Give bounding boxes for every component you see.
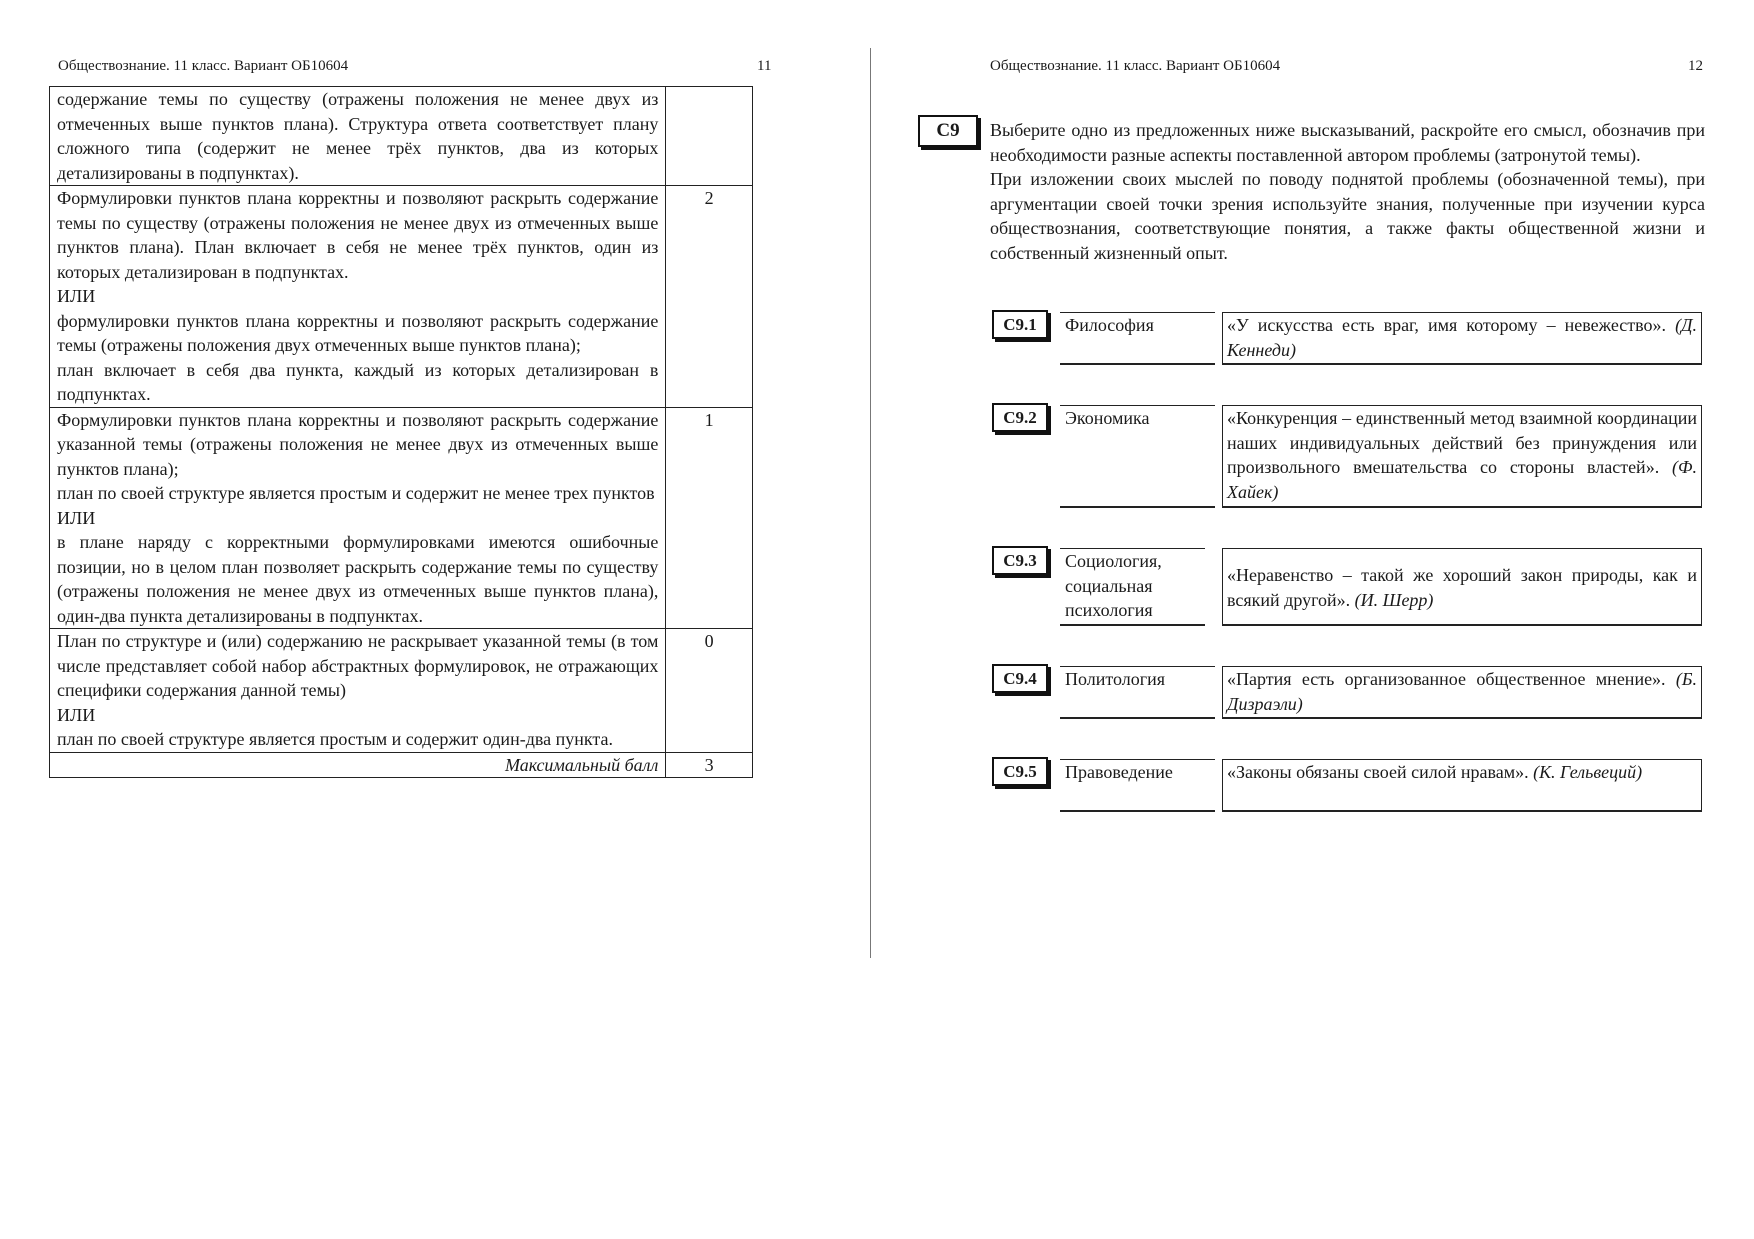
option-topic: Социология, социальная психология <box>1060 548 1205 626</box>
criteria-points: 0 <box>666 629 753 753</box>
task-code-box: С9 <box>918 115 978 147</box>
criteria-text: Формулировки пунктов плана корректны и позволяют раскрыть содержание указанной темы (отражены положения не менее двух из отмеченных выше пунктов плана); <box>57 409 659 479</box>
quote-text: «Законы обязаны своей силой нравам». <box>1227 762 1529 782</box>
criteria-text: план по своей структуре является простым и содержит не менее трех пунктов <box>57 483 655 503</box>
option-code: С9.2 <box>992 403 1048 432</box>
option-code: С9.5 <box>992 757 1048 786</box>
criteria-description <box>50 407 666 629</box>
criteria-text: в плане наряду с корректными формулировками имеются ошибочные позиции, но в целом план позволяет раскрыть содержание темы по существу (отражены положения не менее двух из отмеченных выше пунктов плана), один-два пункта детализированы в подпунктах. <box>57 532 659 626</box>
quote-text: «Партия есть организованное общественное мнение». <box>1227 669 1666 689</box>
criteria-text: План по структуре и (или) содержанию не раскрывает указанной темы (в том числе представляет собой набор абстрактных формулировок, не отражающих специфики содержания данной темы) <box>57 631 659 700</box>
quote-author: (Б. Дизраэли) <box>1227 669 1697 714</box>
criteria-description <box>50 186 666 408</box>
instruction-paragraph: При изложении своих мыслей по поводу поднятой проблемы (обозначенной темы), при аргументации своей точки зрения используйте знания, полученные при изучении курса обществознания, соответствующие понятия, а также факты общественной жизни и собственный жизненный опыт. <box>990 169 1705 263</box>
right-page-header: Обществознание. 11 класс. Вариант ОБ10604 <box>990 58 1281 74</box>
essay-option <box>990 664 1703 722</box>
max-score-row <box>50 752 753 778</box>
max-score-value: 3 <box>666 752 753 778</box>
criteria-or: ИЛИ <box>57 704 96 725</box>
right-page-number: 12 <box>1688 58 1703 74</box>
criteria-row <box>50 629 753 753</box>
essay-option <box>990 310 1703 368</box>
criteria-points <box>666 87 753 186</box>
quote-author: (И. Шерр) <box>1354 589 1434 610</box>
option-quote <box>1222 759 1702 812</box>
max-score-label: Максимальный балл <box>50 752 666 778</box>
criteria-row <box>50 87 753 186</box>
criteria-table <box>49 86 753 778</box>
instruction-paragraph: Выберите одно из предложенных ниже высказываний, раскройте его смысл, обозначив при необходимости разные аспекты поставленной автором проблемы (затронутой темы). <box>990 120 1705 165</box>
criteria-points: 2 <box>666 186 753 408</box>
criteria-row <box>50 186 753 408</box>
option-topic: Экономика <box>1060 405 1215 508</box>
criteria-text: Формулировки пунктов плана корректны и позволяют раскрыть содержание темы по существу (отражены положения не менее двух из отмеченных выше пунктов плана). План включает в себя не менее трёх пунктов, один из которых детализирован в подпунктах. <box>57 188 659 282</box>
criteria-text: план по своей структуре является простым и содержит один-два пункта. <box>57 729 613 749</box>
quote-author: (К. Гельвеций) <box>1533 762 1643 782</box>
page-divider <box>870 48 871 958</box>
essay-option <box>990 757 1703 815</box>
option-quote <box>1222 666 1702 719</box>
criteria-text: формулировки пунктов плана корректны и позволяют раскрыть содержание темы (отражены положения двух отмеченных выше пунктов плана); <box>57 310 659 355</box>
option-topic: Философия <box>1060 312 1215 365</box>
quote-author: (Ф. Хайек) <box>1227 457 1698 502</box>
option-topic: Политология <box>1060 666 1215 719</box>
criteria-row <box>50 407 753 629</box>
criteria-or: ИЛИ <box>57 286 96 306</box>
criteria-text: план включает в себя два пункта, каждый из которых детализирован в подпунктах. <box>57 359 659 404</box>
quote-text: «Конкуренция – единственный метод взаимной координации наших индивидуальных действий без принуждения или произвольного вмешательства со стороны властей». <box>1227 408 1697 477</box>
task-instructions <box>990 118 1705 265</box>
quote-text: «Неравенство – такой же хороший закон природы, как и всякий другой». <box>1227 565 1697 610</box>
option-code: С9.4 <box>992 664 1048 693</box>
criteria-or: ИЛИ <box>57 507 96 528</box>
option-quote <box>1222 405 1702 508</box>
quote-author: (Д. Кеннеди) <box>1227 315 1698 360</box>
criteria-text: содержание темы по существу (отражены положения не менее двух из отмеченных выше пунктов плана). Структура ответа соответствует плану сложного типа (содержит не менее трёх пунктов, два из которых детализированы в подпунктах). <box>57 89 659 183</box>
option-code: С9.3 <box>992 546 1048 575</box>
criteria-description <box>50 629 666 753</box>
option-code: С9.1 <box>992 310 1048 339</box>
quote-text: «У искусства есть враг, имя которому – невежество». <box>1227 315 1667 335</box>
option-quote <box>1222 312 1702 365</box>
option-quote <box>1222 548 1702 626</box>
criteria-description <box>50 87 666 186</box>
criteria-points: 1 <box>666 407 753 629</box>
essay-option <box>990 546 1703 629</box>
left-page-number: 11 <box>757 58 772 74</box>
left-page-header: Обществознание. 11 класс. Вариант ОБ10604 <box>58 58 349 74</box>
essay-option <box>990 403 1703 511</box>
option-topic: Правоведение <box>1060 759 1215 812</box>
